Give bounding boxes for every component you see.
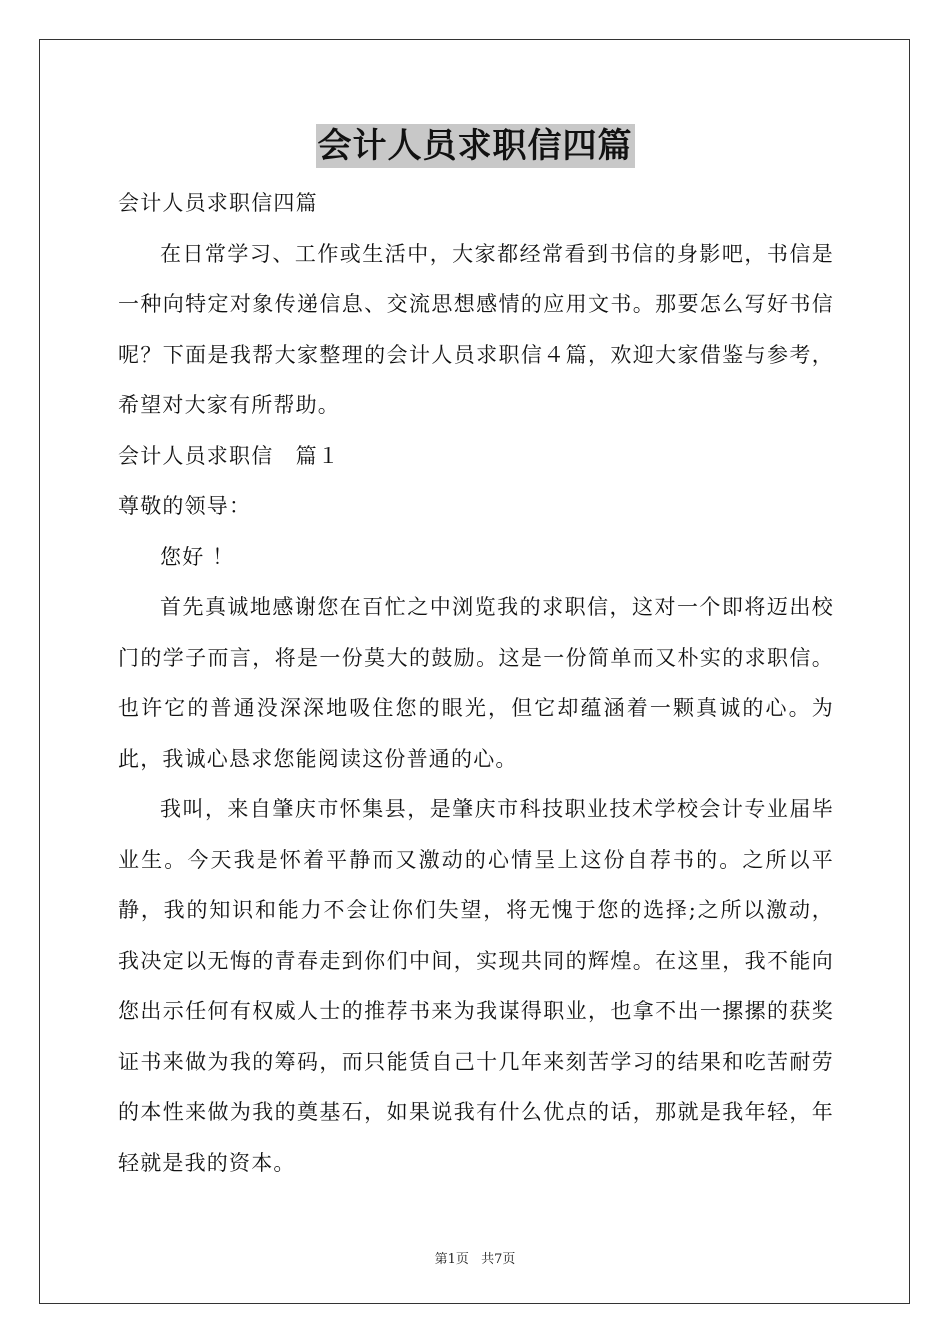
intro-paragraph: 在日常学习、工作或生活中，大家都经常看到书信的身影吧，书信是一种向特定对象传递信息、交流思想感情的应用文书。那要怎么写好书信呢？下面是我帮大家整理的会计人员求职信４篇，欢迎大家借鉴与参考，希望对大家有所帮助。 <box>118 241 834 417</box>
title-block <box>0 124 950 168</box>
document-title: 会计人员求职信四篇 <box>317 126 633 166</box>
section-heading: 会计人员求职信 篇１ <box>118 443 340 468</box>
page-total: 共7页 <box>481 1252 516 1267</box>
document-subtitle: 会计人员求职信四篇 <box>118 191 318 215</box>
document-body <box>118 178 834 1188</box>
salutation: 尊敬的领导： <box>118 494 252 518</box>
body-paragraph-1: 首先真诚地感谢您在百忙之中浏览我的求职信，这对一个即将迈出校门的学子而言，将是一份莫大的鼓励。这是一份简单而又朴实的求职信。也许它的普通没深深地吸住您的眼光，但它却蕴涵着一颗真诚的心。为此，我诚心恳求您能阅读这份普通的心。 <box>118 595 834 771</box>
body-paragraph-2: 我叫，来自肇庆市怀集县，是肇庆市科技职业技术学校会计专业届毕业生。今天我是怀着平静而又激动的心情呈上这份自荐书的。之所以平静，我的知识和能力不会让你们失望，将无愧于您的选择;之所以激动，我决定以无悔的青春走到你们中间，实现共同的辉煌。在这里，我不能向您出示任何有权威人士的推荐书来为我谋得职业，也拿不出一摞摞的获奖证书来做为我的筹码，而只能赁自己十几年来刻苦学习的结果和吃苦耐劳的本性来做为我的奠基石，如果说我有什么优点的话，那就是我年轻，年轻就是我的资本。 <box>118 797 834 1175</box>
page-footer <box>0 1248 950 1267</box>
page-number: 第1页 <box>434 1252 469 1267</box>
greeting: 您好 ！ <box>160 544 235 569</box>
